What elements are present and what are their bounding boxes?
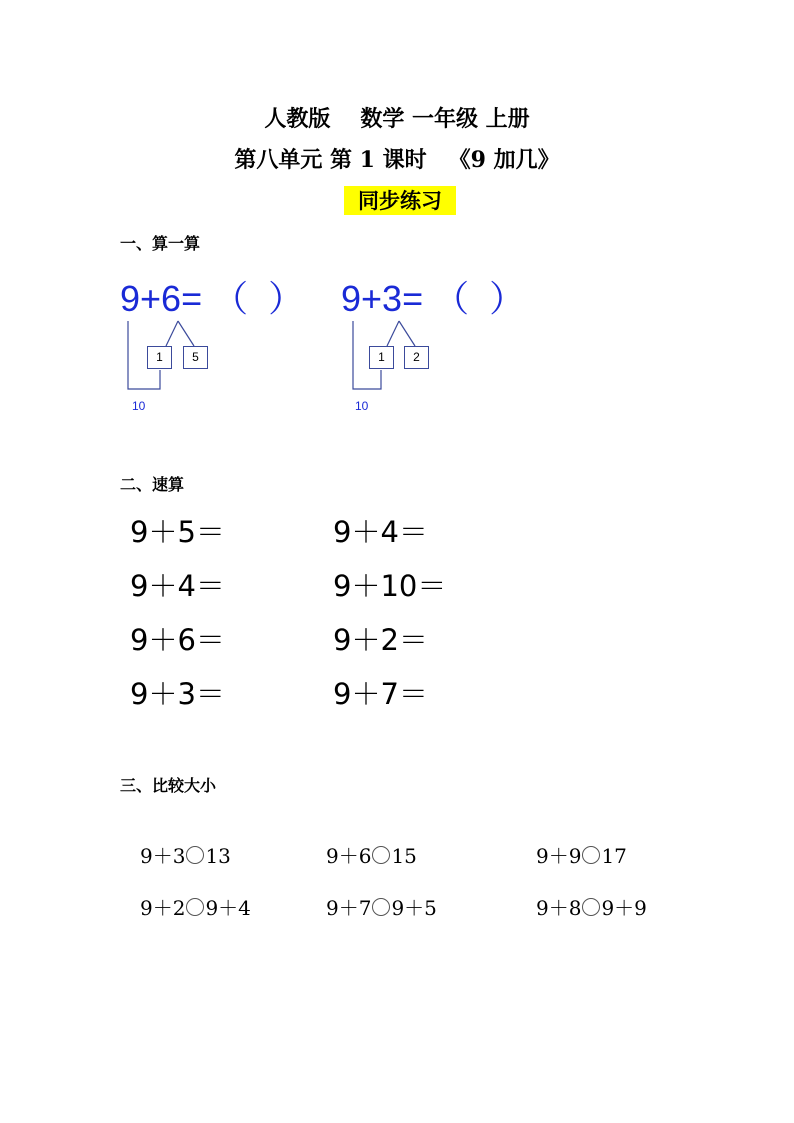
compare-item-3 [536,840,627,869]
compare-item-2 [326,840,417,869]
practice-tag: 同步练习 [344,186,456,215]
speed-problem-left-1: 9＋5＝ [130,515,225,549]
edition-label: 人教版 [264,106,331,132]
compare-circle[interactable] [372,898,390,916]
split-box-2a: 1 [369,346,394,369]
header-line-1 [0,102,794,133]
split-box-1a: 1 [147,346,172,369]
compare-circle[interactable] [372,846,390,864]
make-ten-diagram-2 [341,315,461,405]
speed-problem-left-3: 9＋6＝ [130,623,225,657]
compare-left: 9＋9 [536,844,582,868]
lesson-title: 《9 加几》 [448,147,560,173]
split-box-1b: 5 [183,346,208,369]
compare-right: 13 [205,844,231,868]
section-2-title: 二、速算 [120,475,185,494]
compare-circle[interactable] [186,846,204,864]
section-3-title: 三、比较大小 [120,776,217,795]
speed-problem-left-2: 9＋4＝ [130,569,225,603]
compare-item-1 [140,840,231,869]
speed-problem-right-4: 9＋7＝ [333,677,428,711]
split-box-2b: 2 [404,346,429,369]
section-1-title: 一、算一算 [120,234,201,253]
compare-left: 9＋3 [140,844,186,868]
make-ten-diagram-1 [120,315,240,405]
speed-problem-right-2: 9＋10＝ [333,569,447,603]
make-ten-equation-2: 9+3= （ ） [341,278,526,319]
compare-circle[interactable] [582,898,600,916]
unit-lesson-label: 第八单元 第 1 课时 [234,147,427,173]
make-ten-equation-1: 9+6= （ ） [120,278,305,319]
compare-item-4 [140,892,251,921]
compare-left: 9＋2 [140,896,186,920]
speed-problem-left-4: 9＋3＝ [130,677,225,711]
compare-item-6 [536,892,647,921]
compare-left: 9＋6 [326,844,372,868]
compare-left: 9＋7 [326,896,372,920]
compare-right: 17 [601,844,627,868]
compare-right: 9＋4 [205,896,251,920]
speed-problem-right-3: 9＋2＝ [333,623,428,657]
subject-grade-label: 数学 一年级 上册 [360,106,530,132]
compare-circle[interactable] [582,846,600,864]
speed-problem-right-1: 9＋4＝ [333,515,428,549]
compare-left: 9＋8 [536,896,582,920]
header-line-2 [0,143,794,174]
compare-right: 15 [391,844,417,868]
compare-item-5 [326,892,437,921]
sum-label-1: 10 [132,399,146,413]
compare-right: 9＋5 [391,896,437,920]
compare-right: 9＋9 [601,896,647,920]
compare-circle[interactable] [186,898,204,916]
sum-label-2: 10 [355,399,369,413]
